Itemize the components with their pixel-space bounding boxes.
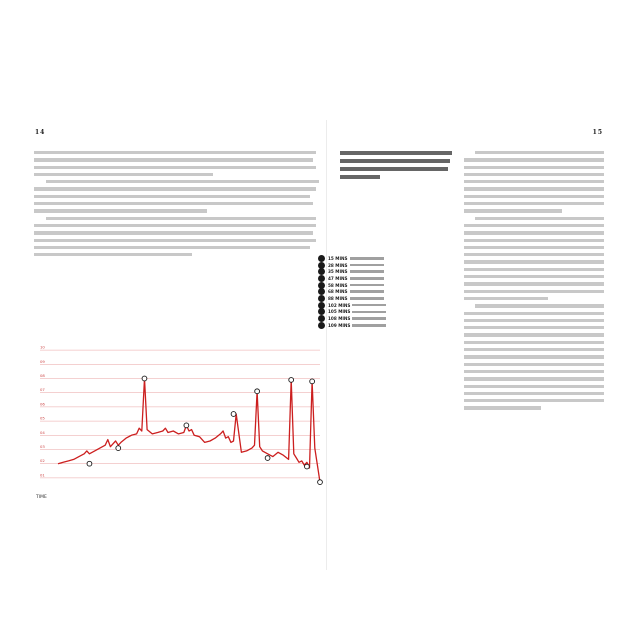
- left-body-text-top: [34, 147, 322, 256]
- text-line: [464, 202, 604, 205]
- chart-y-tick-label: 02: [40, 458, 45, 464]
- text-line: [464, 370, 604, 373]
- text-line: [464, 377, 604, 380]
- chart-legend-item: [318, 295, 418, 302]
- legend-time-label: 102 MINS: [328, 302, 351, 308]
- text-line: [464, 326, 604, 329]
- legend-text-placeholder: [350, 297, 384, 300]
- chart-marker-point: [87, 461, 92, 466]
- text-line: [464, 385, 604, 388]
- legend-text-placeholder: [352, 324, 386, 327]
- chart-markers: [87, 376, 322, 484]
- chart-svg: [30, 335, 324, 505]
- text-line: [464, 231, 604, 234]
- text-line: [340, 159, 450, 163]
- chart-marker-point: [142, 376, 147, 381]
- chart-marker-point: [116, 446, 121, 451]
- legend-text-placeholder: [350, 264, 384, 267]
- chart-marker-point: [231, 412, 236, 417]
- text-line: [34, 253, 192, 256]
- text-line: [340, 151, 452, 155]
- right-running-header: [590, 129, 606, 136]
- text-line: [340, 175, 380, 179]
- chart-marker-point: [318, 480, 323, 485]
- chart-legend-item: [318, 262, 418, 269]
- chart-y-tick-label: 10: [40, 344, 45, 350]
- text-line: [475, 217, 604, 220]
- legend-marker-icon: [318, 275, 325, 282]
- legend-marker-icon: [318, 322, 325, 329]
- chart-marker-point: [305, 464, 310, 469]
- legend-text-placeholder: [350, 284, 384, 287]
- chart-series: [58, 379, 320, 483]
- text-line: [340, 167, 448, 171]
- text-line: [464, 348, 604, 351]
- pull-quote: [340, 147, 452, 179]
- chart-marker-point: [184, 423, 189, 428]
- text-line: [464, 341, 604, 344]
- left-running-header: [32, 129, 48, 136]
- legend-marker-icon: [318, 315, 325, 322]
- text-line: [464, 319, 604, 322]
- right-page: [330, 125, 610, 565]
- chart-y-tick-label: 05: [40, 415, 45, 421]
- text-line: [34, 239, 316, 242]
- legend-time-label: 105 MINS: [328, 309, 351, 315]
- text-line: [34, 246, 310, 249]
- chart-legend-item: [318, 302, 418, 309]
- chart-legend-item: [318, 268, 418, 275]
- text-line: [34, 187, 316, 190]
- text-line: [464, 187, 604, 190]
- text-line: [464, 239, 604, 242]
- text-line: [464, 268, 604, 271]
- text-line: [464, 253, 604, 256]
- text-line: [464, 355, 604, 358]
- line-chart: [30, 335, 324, 505]
- legend-time-label: 108 MINS: [328, 316, 351, 322]
- chart-y-tick-label: 08: [40, 373, 45, 378]
- text-line: [464, 399, 604, 402]
- legend-time-label: 88 MINS: [328, 295, 348, 301]
- legend-time-label: 28 MINS: [328, 262, 348, 268]
- legend-time-label: 109 MINS: [328, 322, 351, 328]
- chart-marker-point: [289, 378, 294, 383]
- chart-legend-item: [318, 282, 418, 289]
- chart-marker-point: [310, 379, 315, 384]
- text-line: [464, 290, 604, 293]
- chart-marker-point: [255, 389, 260, 394]
- chart-x-axis-label: TIME: [36, 495, 47, 500]
- legend-marker-icon: [318, 295, 325, 302]
- chart-y-tick-label: 06: [40, 401, 45, 407]
- chart-grid: [40, 350, 320, 478]
- legend-marker-icon: [318, 255, 325, 262]
- text-line: [464, 312, 604, 315]
- chart-legend-item: [318, 255, 418, 262]
- chart-y-tick-label: 03: [40, 444, 45, 449]
- text-line: [464, 246, 604, 249]
- legend-time-label: 35 MINS: [328, 269, 348, 275]
- text-line: [464, 406, 541, 409]
- left-page-number: 14: [35, 129, 46, 136]
- right-body-text-column: [464, 147, 604, 410]
- text-line: [464, 260, 604, 263]
- chart-y-tick-label: 07: [40, 387, 45, 393]
- chart-legend-item: [318, 322, 418, 329]
- text-line: [34, 173, 213, 176]
- chart-marker-point: [265, 456, 270, 461]
- text-line: [34, 224, 316, 227]
- text-line: [464, 392, 604, 395]
- legend-text-placeholder: [350, 270, 384, 273]
- text-line: [46, 180, 320, 183]
- text-line: [464, 195, 604, 198]
- chart-series-line: [58, 379, 320, 483]
- text-line: [464, 166, 604, 169]
- legend-text-placeholder: [350, 290, 384, 293]
- chart-y-tick-label: 01: [40, 472, 45, 478]
- legend-text-placeholder: [352, 304, 386, 307]
- legend-text-placeholder: [350, 257, 384, 260]
- right-page-number: 15: [592, 129, 603, 136]
- legend-time-label: 47 MINS: [328, 275, 348, 281]
- text-line: [464, 209, 562, 212]
- text-line: [475, 304, 604, 307]
- text-line: [34, 158, 313, 161]
- text-line: [464, 158, 604, 161]
- legend-time-label: 68 MINS: [328, 289, 348, 295]
- text-line: [34, 209, 207, 212]
- legend-time-label: 15 MINS: [328, 255, 348, 261]
- chart-legend-item: [318, 275, 418, 282]
- text-line: [34, 231, 313, 234]
- legend-time-label: 58 MINS: [328, 282, 348, 288]
- text-line: [46, 217, 317, 220]
- left-page: [30, 125, 324, 565]
- text-line: [464, 275, 604, 278]
- text-line: [34, 166, 316, 169]
- chart-legend-item: [318, 288, 418, 295]
- text-line: [464, 173, 604, 176]
- chart-legend: [318, 255, 418, 329]
- text-line: [34, 151, 316, 154]
- text-line: [464, 297, 548, 300]
- legend-text-placeholder: [352, 317, 386, 320]
- chart-legend-item: [318, 315, 418, 322]
- text-line: [464, 180, 604, 183]
- text-line: [464, 224, 604, 227]
- text-line: [475, 151, 604, 154]
- chart-legend-item: [318, 309, 418, 316]
- chart-y-tick-label: 04: [40, 429, 45, 435]
- text-line: [464, 282, 604, 285]
- gutter-divider: [326, 120, 327, 570]
- text-line: [34, 202, 313, 205]
- legend-text-placeholder: [350, 277, 384, 280]
- text-line: [464, 333, 604, 336]
- text-line: [34, 195, 310, 198]
- chart-y-tick-label: 09: [40, 358, 45, 364]
- legend-text-placeholder: [352, 311, 386, 314]
- text-line: [464, 363, 604, 366]
